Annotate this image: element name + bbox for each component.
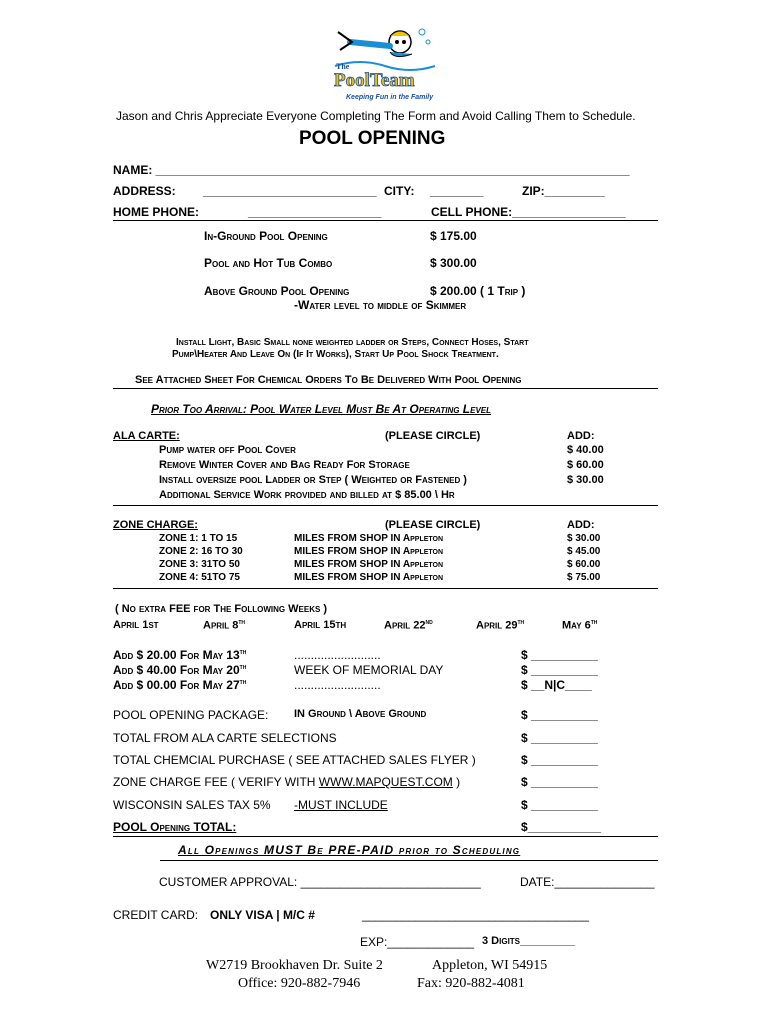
ala-carte-total-amount[interactable]: $ __________ (521, 731, 598, 745)
ala-carte-price: $ 40.00 (567, 444, 604, 456)
expiry-field[interactable]: EXP:_____________ (360, 935, 475, 949)
zip-field[interactable]: ZIP:_________ (522, 184, 605, 198)
mapquest-link[interactable]: WWW.MAPQUEST.COM (318, 775, 453, 789)
chemical-total-label: TOTAL CHEMCIAL PURCHASE ( SEE ATTACHED SALES FLYER ) (113, 753, 476, 767)
name-field[interactable]: NAME: _______________________________________________________________________ (113, 163, 630, 177)
divider (113, 588, 658, 589)
zone-label[interactable]: ZONE 4: 51TO 75 (159, 572, 240, 583)
logo-name: PoolTeam (334, 70, 415, 91)
late-week-desc: .......................... (294, 648, 381, 662)
ala-carte-heading: ALA CARTE: (113, 430, 180, 442)
zone-miles: MILES FROM SHOP IN Appleton (294, 559, 444, 570)
divider (160, 860, 658, 861)
cvv-field[interactable]: 3 Digits_________ (482, 935, 576, 947)
service-price: $ 300.00 (430, 256, 477, 270)
week-option[interactable]: April 15th (294, 619, 347, 631)
week-option[interactable]: April 22nd (384, 619, 433, 632)
date-field[interactable]: DATE:_______________ (520, 875, 655, 889)
card-types: ONLY VISA | M/C # (210, 908, 315, 922)
zone-label[interactable]: ZONE 3: 31TO 50 (159, 559, 240, 570)
install-note: Pump\Heater And Leave On (If It Works), Start Up Pool Shock Treatment. (172, 349, 499, 360)
service-label: Above Ground Pool Opening (204, 284, 350, 298)
zone-miles: MILES FROM SHOP IN Appleton (294, 533, 444, 544)
zone-label[interactable]: ZONE 1: 1 TO 15 (159, 533, 238, 544)
footer-office-phone: Office: 920-882-7946 (238, 976, 361, 991)
zone-miles: MILES FROM SHOP IN Appleton (294, 572, 444, 583)
footer-city: Appleton, WI 54915 (432, 958, 548, 973)
late-week-option[interactable]: Add $ 20.00 For May 13th (113, 648, 247, 662)
ala-carte-price: $ 60.00 (567, 459, 604, 471)
intro-text: Jason and Chris Appreciate Everyone Completing The Form and Avoid Calling Them to Schedule. (116, 109, 636, 123)
prepaid-note: All Openings MUST Be PRE-PAID prior to Scheduling (178, 843, 521, 857)
service-price: $ 175.00 (430, 229, 477, 243)
logo-tagline: Keeping Fun in the Family (346, 94, 434, 101)
company-logo (330, 22, 440, 108)
ala-carte-price: $ 30.00 (567, 474, 604, 486)
cell-phone-field[interactable]: CELL PHONE:_________________ (431, 205, 626, 219)
sales-tax-label: WISCONSIN SALES TAX 5% (113, 798, 271, 812)
late-week-desc: .......................... (294, 678, 381, 692)
install-note: Install Light, Basic Small none weighted ladder or Steps, Connect Hoses, Start (176, 337, 529, 348)
city-label: CITY: (384, 184, 415, 198)
no-extra-fee-note: ( No extra FEE for The Following Weeks ) (115, 603, 328, 615)
week-option[interactable]: April 29th (476, 619, 525, 632)
water-note: -Water level to middle of Skimmer (294, 298, 467, 312)
prior-arrival-note: Prior Too Arrival: Pool Water Level Must Be At Operating Level (151, 402, 491, 416)
service-price: $ 200.00 ( 1 Trip ) (430, 284, 526, 298)
zone-miles: MILES FROM SHOP IN Appleton (294, 546, 444, 557)
add-heading: ADD: (567, 430, 595, 442)
please-circle: (PLEASE CIRCLE) (385, 519, 481, 531)
footer-address: W2719 Brookhaven Dr. Suite 2 (206, 958, 383, 973)
week-option[interactable]: April 8th (203, 619, 246, 632)
late-week-option[interactable]: Add $ 40.00 For May 20th (113, 663, 247, 677)
zone-price: $ 45.00 (567, 546, 601, 557)
week-option[interactable]: April 1st (113, 619, 159, 631)
sales-tax-amount[interactable]: $ __________ (521, 798, 598, 812)
chemical-total-amount[interactable]: $ __________ (521, 753, 598, 767)
home-phone-label: HOME PHONE: (113, 205, 200, 219)
zone-price: $ 30.00 (567, 533, 601, 544)
chemical-note: See Attached Sheet For Chemical Orders To Be Delivered With Pool Opening (135, 374, 522, 386)
card-number-field[interactable]: __________________________________ (362, 908, 589, 922)
city-field[interactable]: ________ (430, 184, 484, 198)
please-circle: (PLEASE CIRCLE) (385, 430, 481, 442)
add-heading: ADD: (567, 519, 595, 531)
divider (113, 220, 658, 221)
ala-carte-item[interactable]: Remove Winter Cover and Bag Ready For Storage (159, 459, 410, 471)
home-phone-field[interactable]: ____________________ (248, 205, 382, 219)
must-include-note: -MUST INCLUDE (294, 798, 388, 812)
zone-price: $ 60.00 (567, 559, 601, 570)
late-week-amount[interactable]: $ __________ (521, 663, 598, 677)
logo-the: The (336, 62, 350, 71)
ala-carte-item[interactable]: Additional Service Work provided and billed at $ 85.00 \ Hr (159, 489, 455, 501)
pool-total-label: POOL Opening TOTAL: (113, 820, 237, 834)
divider (113, 388, 658, 389)
divider (113, 505, 658, 506)
late-week-option[interactable]: Add $ 00.00 For May 27th (113, 678, 247, 692)
service-label: Pool and Hot Tub Combo (204, 256, 333, 270)
package-amount[interactable]: $ __________ (521, 708, 598, 722)
page-title: POOL OPENING (299, 128, 446, 149)
credit-card-label: CREDIT CARD: (113, 908, 199, 922)
package-choice[interactable]: IN Ground \ Above Ground (294, 708, 427, 720)
zone-charge-heading: ZONE CHARGE: (113, 519, 198, 531)
pool-total-amount[interactable]: $___________ (521, 820, 602, 834)
service-label: In-Ground Pool Opening (204, 229, 328, 243)
week-option[interactable]: May 6th (562, 619, 598, 632)
zone-label[interactable]: ZONE 2: 16 TO 30 (159, 546, 243, 557)
footer-fax: Fax: 920-882-4081 (417, 976, 525, 991)
address-field[interactable]: __________________________ (203, 184, 377, 198)
customer-approval-field[interactable]: CUSTOMER APPROVAL: ___________________________ (159, 875, 481, 889)
late-week-desc: WEEK OF MEMORIAL DAY (294, 663, 444, 677)
late-week-amount[interactable]: $ __N|C____ (521, 678, 592, 692)
package-label: POOL OPENING PACKAGE: (113, 708, 269, 722)
zone-fee-label: ZONE CHARGE FEE ( VERIFY WITH WWW.MAPQUEST.COM ) (113, 775, 461, 789)
late-week-amount[interactable]: $ __________ (521, 648, 598, 662)
zone-fee-amount[interactable]: $ __________ (521, 775, 598, 789)
address-label: ADDRESS: (113, 184, 176, 198)
ala-carte-item[interactable]: Pump water off Pool Cover (159, 444, 296, 456)
zone-price: $ 75.00 (567, 572, 601, 583)
divider (113, 836, 658, 837)
ala-carte-item[interactable]: Install oversize pool Ladder or Step ( Weighted or Fastened ) (159, 474, 467, 486)
ala-carte-total-label: TOTAL FROM ALA CARTE SELECTIONS (113, 731, 337, 745)
